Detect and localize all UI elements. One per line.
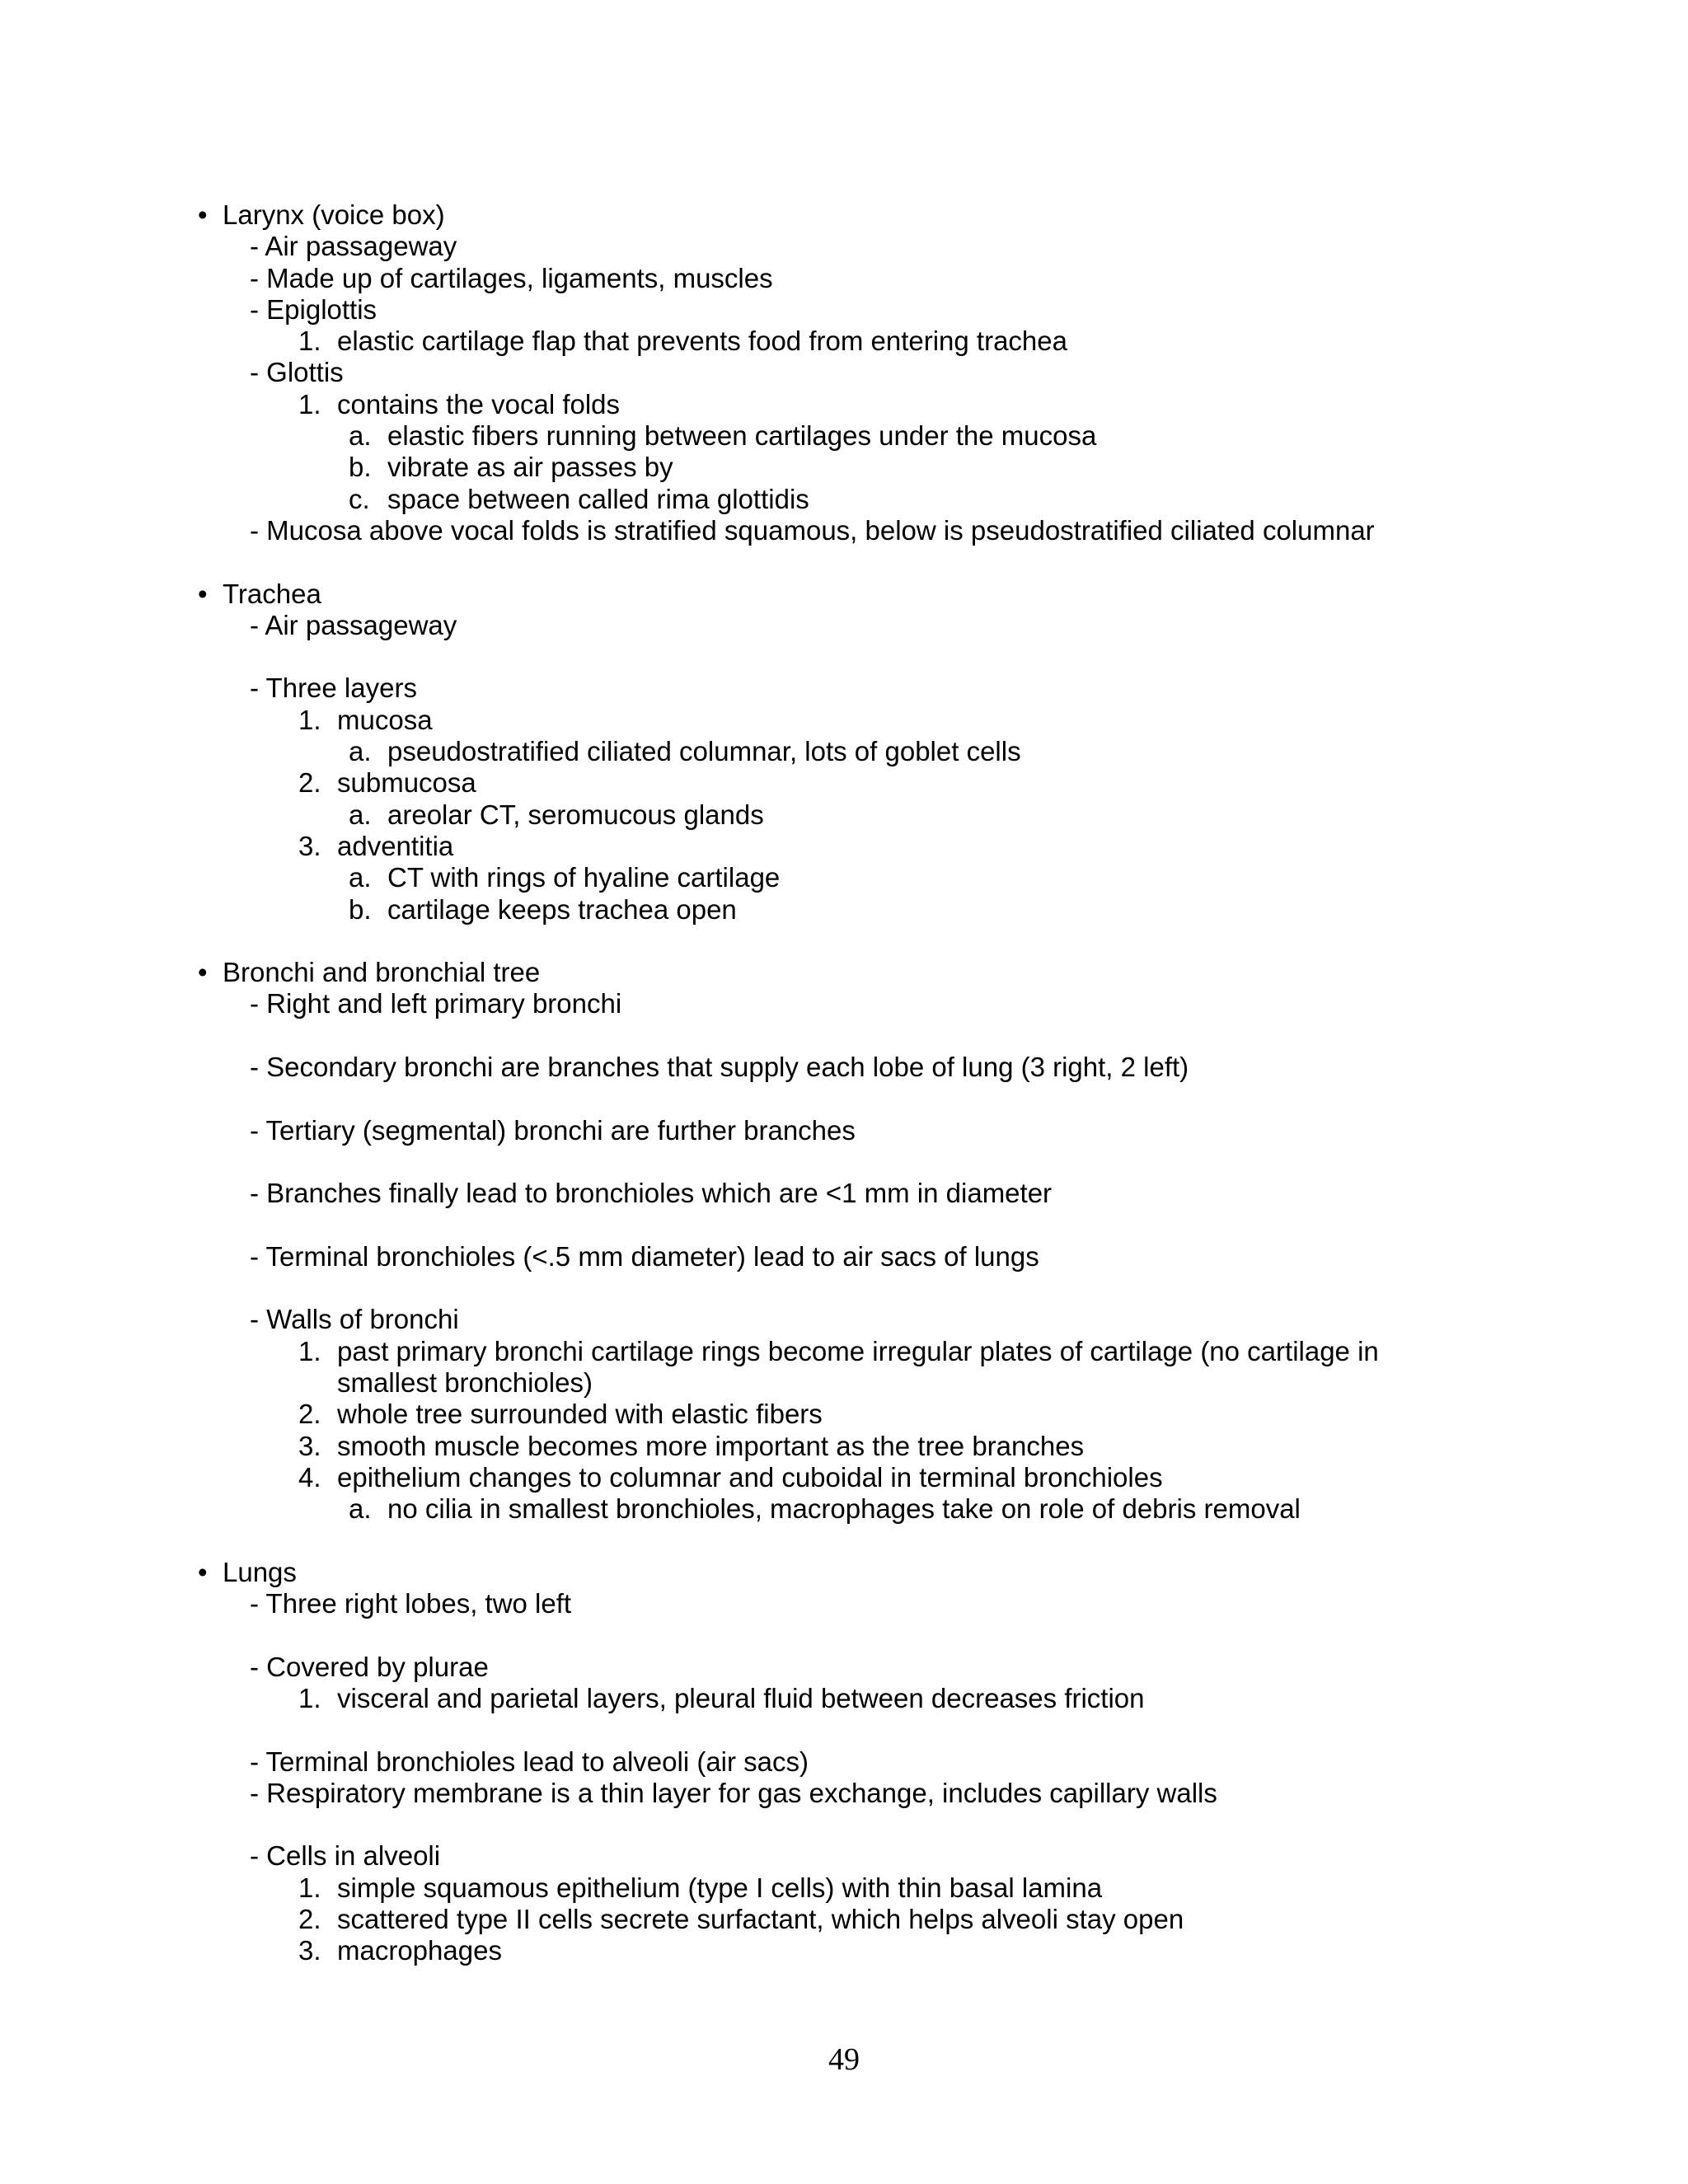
- item-number: 1.: [298, 1682, 321, 1713]
- spacer: [0, 1020, 1688, 1052]
- spacer: [0, 1210, 1688, 1241]
- item-text: cartilage keeps trachea open: [387, 893, 737, 925]
- section-title: Trachea: [223, 578, 321, 609]
- item-text: macrophages: [337, 1935, 502, 1966]
- outline-item: - Respiratory membrane is a thin layer for gas exchange, includes capillary walls: [250, 1777, 1217, 1808]
- outline-item: - Three right lobes, two left: [250, 1588, 572, 1619]
- outline-item: - Glottis: [250, 357, 344, 388]
- item-number: 3.: [298, 830, 321, 861]
- item-number: 1.: [298, 388, 321, 419]
- outline-item: - Secondary bronchi are branches that supply each lobe of lung (3 right, 2 left): [250, 1052, 1189, 1083]
- outline-item: - Air passageway: [250, 231, 457, 262]
- spacer: [0, 1619, 1688, 1651]
- outline-item: - Terminal bronchioles lead to alveoli (air sacs): [250, 1746, 809, 1777]
- item-text: scattered type II cells secrete surfactant, which helps alveoli stay open: [337, 1904, 1184, 1935]
- lettered-item: [0, 420, 1688, 452]
- item-number: 3.: [298, 1430, 321, 1461]
- outline-item: - Made up of cartilages, ligaments, muscles: [250, 262, 773, 293]
- item-text: areolar CT, seromucous glands: [387, 799, 764, 830]
- spacer: [0, 1083, 1688, 1114]
- section-title: Larynx (voice box): [223, 199, 445, 230]
- bullet-marker: •: [198, 957, 208, 988]
- item-number: 2.: [298, 1904, 321, 1935]
- item-text: smooth muscle becomes more important as the tree branches: [337, 1430, 1085, 1461]
- outline-item: - Epiglottis: [250, 293, 377, 325]
- outline-item: - Three layers: [250, 673, 417, 704]
- section-bronchi-heading: [0, 957, 1688, 988]
- spacer: [0, 1525, 1688, 1556]
- item-text: whole tree surrounded with elastic fibers: [337, 1399, 823, 1430]
- item-number: 1.: [298, 1335, 321, 1366]
- outline-item: - Covered by plurae: [250, 1651, 489, 1682]
- numbered-item: [0, 1336, 1688, 1367]
- item-text: submucosa: [337, 767, 476, 799]
- section-larynx-heading: [0, 199, 1688, 231]
- item-text: simple squamous epithelium (type I cells) with thin basal lamina: [337, 1872, 1103, 1903]
- numbered-item: [0, 767, 1688, 799]
- numbered-item: [0, 1935, 1688, 1966]
- item-text: vibrate as air passes by: [387, 452, 673, 483]
- item-letter: b.: [349, 452, 372, 483]
- item-number: 2.: [298, 1399, 321, 1430]
- item-text: contains the vocal folds: [337, 388, 621, 419]
- item-text-continuation: smallest bronchioles): [337, 1366, 593, 1398]
- spacer: [0, 1272, 1688, 1304]
- item-letter: a.: [349, 736, 372, 767]
- lettered-item: [0, 452, 1688, 483]
- outline-item: - Terminal bronchioles (<.5 mm diameter) lead to air sacs of lungs: [250, 1240, 1039, 1272]
- lettered-item: [0, 862, 1688, 893]
- bullet-marker: •: [198, 1556, 208, 1587]
- section-lungs-heading: [0, 1557, 1688, 1588]
- item-text: elastic fibers running between cartilages under the mucosa: [387, 420, 1097, 452]
- outline-item: - Walls of bronchi: [250, 1304, 459, 1335]
- item-text: mucosa: [337, 704, 433, 735]
- numbered-item: [0, 389, 1688, 420]
- item-text: epithelium changes to columnar and cuboidal in terminal bronchioles: [337, 1461, 1163, 1493]
- numbered-item: [0, 1683, 1688, 1714]
- lettered-item: [0, 1493, 1688, 1525]
- item-number: 4.: [298, 1461, 321, 1493]
- numbered-item: [0, 1872, 1688, 1904]
- item-text: visceral and parietal layers, pleural fluid between decreases friction: [337, 1682, 1145, 1713]
- outline-item: - Cells in alveoli: [250, 1840, 441, 1872]
- item-text: pseudostratified ciliated columnar, lots of goblet cells: [387, 736, 1021, 767]
- item-number: 1.: [298, 326, 321, 357]
- numbered-item: [0, 1431, 1688, 1462]
- item-number: 3.: [298, 1935, 321, 1966]
- numbered-item: [0, 1462, 1688, 1493]
- item-number: 1.: [298, 704, 321, 735]
- item-text: adventitia: [337, 830, 454, 861]
- item-letter: c.: [349, 483, 370, 514]
- outline-item: - Mucosa above vocal folds is stratified squamous, below is pseudostratified ciliated columnar: [250, 514, 1375, 546]
- item-text: space between called rima glottidis: [387, 483, 809, 514]
- item-text: CT with rings of hyaline cartilage: [387, 862, 781, 893]
- item-letter: a.: [349, 799, 372, 830]
- section-title: Bronchi and bronchial tree: [223, 957, 541, 988]
- item-number: 1.: [298, 1872, 321, 1903]
- spacer: [0, 1714, 1688, 1746]
- section-title: Lungs: [223, 1556, 297, 1587]
- numbered-item: [0, 1904, 1688, 1935]
- section-trachea-heading: [0, 579, 1688, 610]
- outline-content: [0, 199, 1688, 1967]
- spacer: [0, 641, 1688, 673]
- numbered-item: [0, 831, 1688, 862]
- lettered-item: [0, 799, 1688, 831]
- lettered-item: [0, 894, 1688, 926]
- spacer: [0, 1809, 1688, 1840]
- item-number: 2.: [298, 767, 321, 799]
- outline-item: - Branches finally lead to bronchioles which are <1 mm in diameter: [250, 1178, 1053, 1209]
- numbered-item: [0, 705, 1688, 736]
- numbered-item: [0, 1399, 1688, 1430]
- spacer: [0, 1146, 1688, 1178]
- item-letter: a.: [349, 862, 372, 893]
- item-letter: b.: [349, 893, 372, 925]
- outline-item: - Air passageway: [250, 609, 457, 640]
- outline-item: - Right and left primary bronchi: [250, 988, 622, 1019]
- lettered-item: [0, 736, 1688, 767]
- item-text: no cilia in smallest bronchioles, macrophages take on role of debris removal: [387, 1493, 1301, 1525]
- spacer: [0, 546, 1688, 578]
- spacer: [0, 926, 1688, 957]
- item-letter: a.: [349, 420, 372, 452]
- page-number: 49: [828, 2042, 860, 2077]
- item-text: elastic cartilage flap that prevents food from entering trachea: [337, 326, 1067, 357]
- outline-item: - Tertiary (segmental) bronchi are further branches: [250, 1114, 856, 1146]
- item-text: past primary bronchi cartilage rings become irregular plates of cartilage (no cartilage in: [337, 1335, 1379, 1366]
- numbered-item: [0, 326, 1688, 357]
- item-letter: a.: [349, 1493, 372, 1525]
- lettered-item: [0, 484, 1688, 515]
- bullet-marker: •: [198, 199, 208, 230]
- bullet-marker: •: [198, 578, 208, 609]
